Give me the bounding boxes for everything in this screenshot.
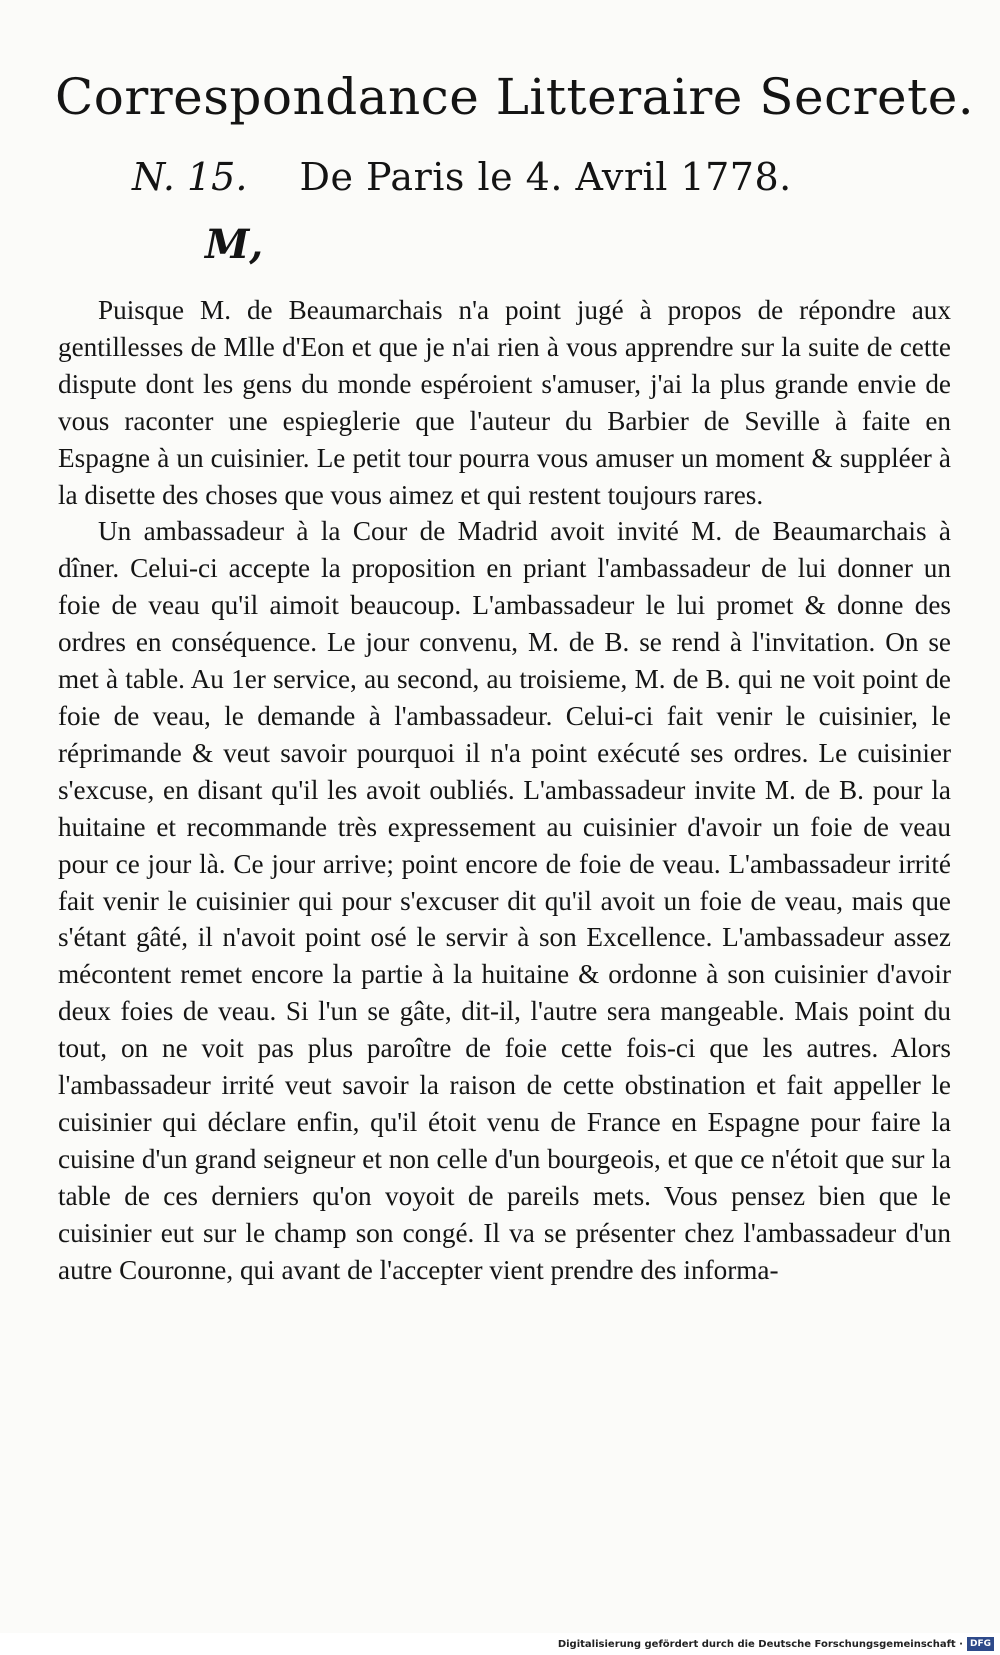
- issue-line: [132, 155, 892, 199]
- funding-credit-text: Digitalisierung gefördert durch die Deutsche Forschungsgemeinschaft ·: [557, 1638, 963, 1650]
- paragraph-1: Puisque M. de Beaumarchais n'a point jugé à propos de répondre aux gentillesses de Mlle d'Eon et que je n'ai rien à vous apprendre sur la suite de cette dispute dont les gens du monde espéroient s'amuser, j'ai la plus grande envie de vous raconter une espieglerie que l'auteur du Barbier de Seville à faite en Espagne à un cuisinier. Le petit tour pourra vous amuser un moment & suppléer à la disette des choses que vous aimez et qui restent toujours rares.: [58, 295, 951, 510]
- salutation: M,: [205, 221, 264, 268]
- dfg-logo: DFG: [967, 1637, 994, 1651]
- dateline: De Paris le 4. Avril 1778.: [299, 155, 792, 199]
- digitization-credit: [0, 1633, 1000, 1655]
- paragraph-2: Un ambassadeur à la Cour de Madrid avoit invité M. de Beaumarchais à dîner. Celui-ci accepte la proposition en priant l'ambassadeur de lui donner un foie de veau qu'il aimoit beaucoup. L'ambassadeur le lui promet & donne des ordres en conséquence. Le jour convenu, M. de B. se rend à l'invitation. On se met à table. Au 1er service, au second, au troisieme, M. de B. qui ne voit point de foie de veau, le demande à l'ambassadeur. Celui-ci fait venir le cuisinier, le réprimande & veut savoir pourquoi il n'a point exécuté ses ordres. Le cuisinier s'excuse, en disant qu'il les avoit oubliés. L'ambassadeur invite M. de B. pour la huitaine et recommande très expressement au cuisinier d'avoir un foie de veau pour ce jour là. Ce jour arrive; point encore de foie de veau. L'ambassadeur irrité fait venir le cuisinier qui pour s'excuser dit qu'il avoit un foie de veau, mais que s'étant gâté, il n'avoit point osé le servir à son Excellence. L'ambassadeur assez mécontent remet encore la partie à la huitaine & ordonne à son cuisinier d'avoir deux foies de veau. Si l'un se gâte, dit-il, l'autre sera mangeable. Mais point du tout, on ne voit pas plus paroître de foie cette fois-ci que les autres. Alors l'ambassadeur irrité veut savoir la raison de cette obstination et fait appeller le cuisinier qui déclare enfin, qu'il étoit venu de France en Espagne pour faire la cuisine d'un grand seigneur et non celle d'un bourgeois, et que ce n'étoit que sur la table de ces derniers qu'on voyoit de pareils mets. Vous pensez bien que le cuisinier eut sur le champ son congé. Il va se présenter chez l'ambassadeur d'un autre Couronne, qui avant de l'accepter vient prendre des informa-: [58, 516, 951, 1285]
- issue-number: N. 15.: [132, 155, 248, 199]
- journal-title: Correspondance Litteraire Secrete.: [55, 68, 975, 126]
- letter-body: [58, 292, 951, 1288]
